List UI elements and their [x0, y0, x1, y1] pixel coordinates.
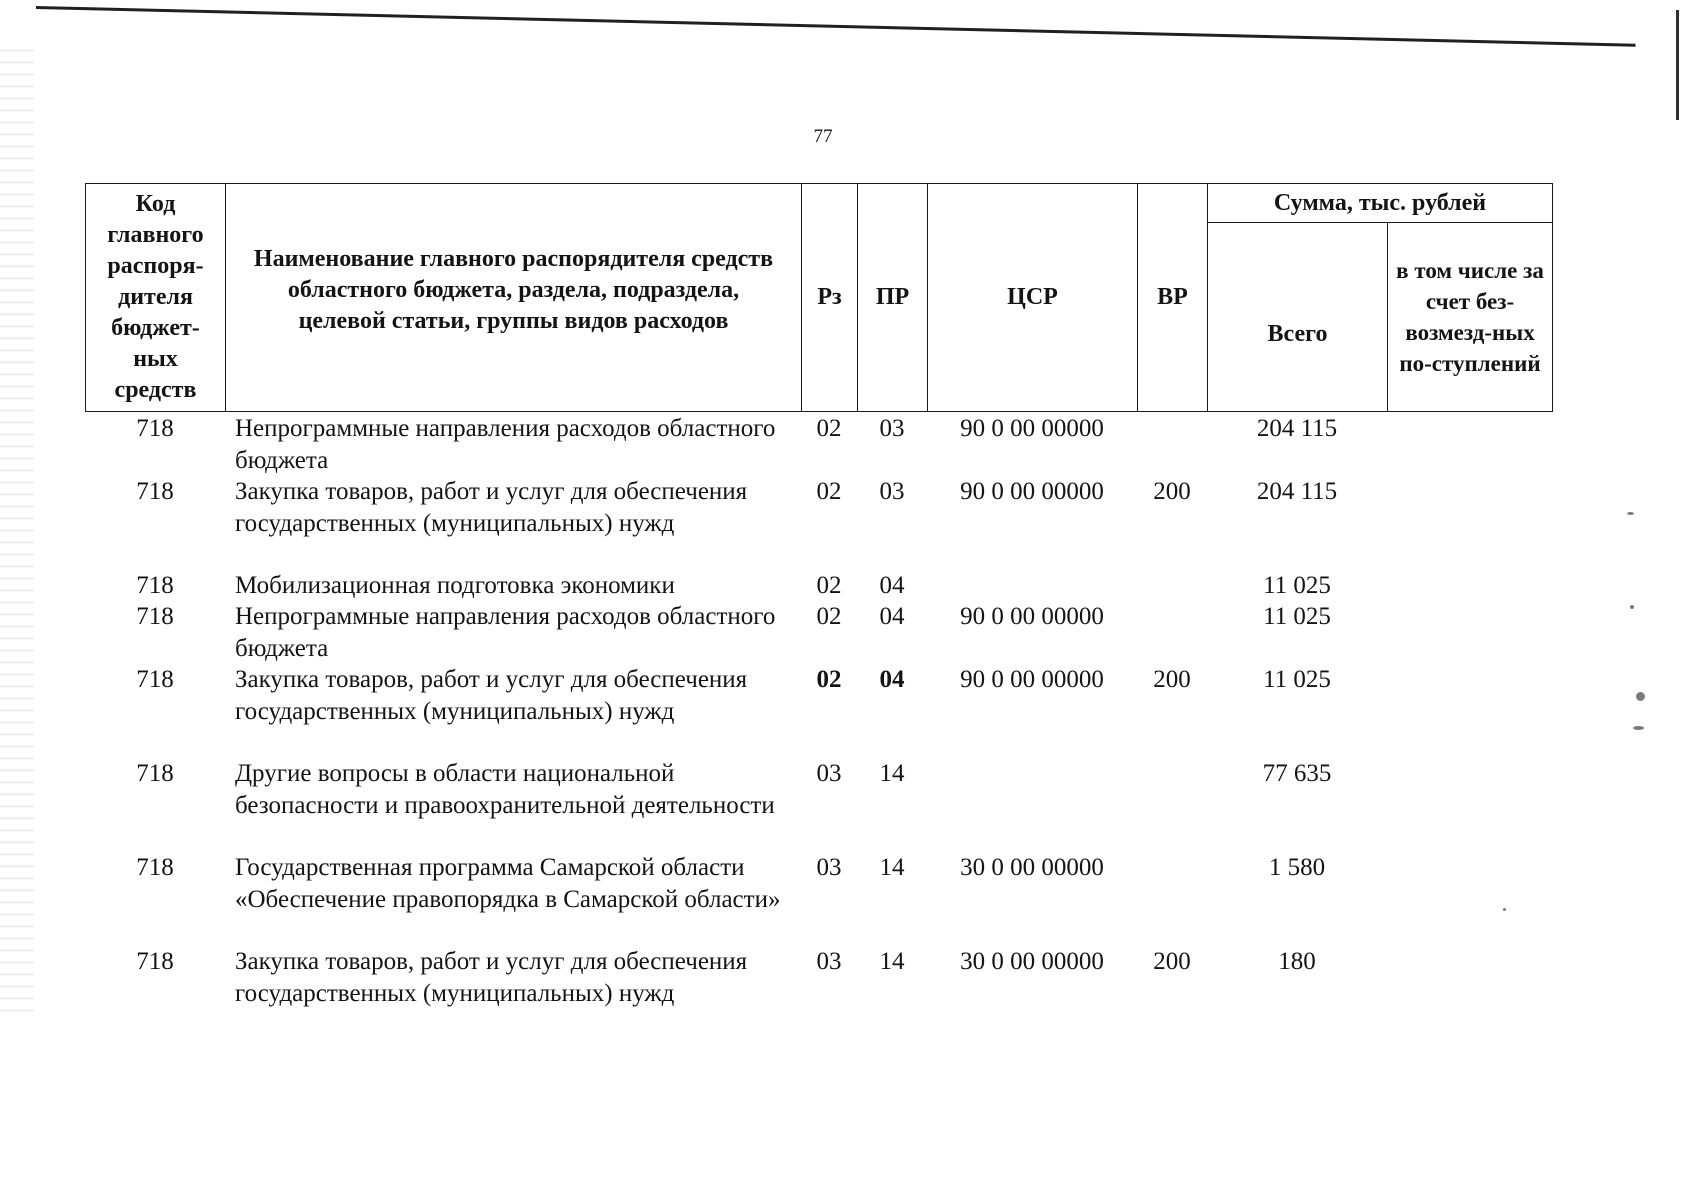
header-sum: Сумма, тыс. рублей [1208, 184, 1553, 223]
cell-name: Непрограммные направления расходов областного бюджета [235, 415, 776, 474]
scan-speck [1503, 908, 1506, 911]
header-free: в том числе за счет без-возмезд-ных по-ступлений [1388, 223, 1553, 412]
cell-code: 718 [136, 478, 174, 505]
cell-pr: 04 [879, 603, 905, 630]
cell-code: 718 [136, 603, 174, 630]
cell-csr: 90 0 00 00000 [960, 415, 1104, 442]
cell-total: 204 115 [1256, 415, 1338, 442]
cell-name: Мобилизационная подготовка экономики [235, 572, 675, 599]
cell-pr: 14 [879, 760, 905, 787]
cell-vr: 200 [1153, 666, 1191, 693]
cell-pr: 03 [879, 478, 905, 505]
cell-csr: 90 0 00 00000 [960, 478, 1104, 505]
cell-rz: 02 [816, 572, 842, 599]
cell-pr: 04 [879, 666, 905, 693]
cell-code: 718 [136, 854, 174, 881]
cell-pr: 14 [879, 854, 905, 881]
cell-rz: 02 [816, 415, 842, 442]
cell-csr: 30 0 00 00000 [960, 948, 1104, 975]
cell-name: Закупка товаров, работ и услуг для обеспечения государственных (муниципальных) нужд [235, 478, 748, 537]
cell-name: Закупка товаров, работ и услуг для обеспечения государственных (муниципальных) нужд [235, 666, 748, 725]
cell-csr: 30 0 00 00000 [960, 854, 1104, 881]
cell-code: 718 [136, 760, 174, 787]
cell-name: Государственная программа Самарской области «Обеспечение правопорядка в Самарской области» [235, 854, 781, 913]
cell-name: Непрограммные направления расходов областного бюджета [235, 603, 776, 662]
cell-code: 718 [136, 572, 174, 599]
top-rule [36, 6, 1636, 47]
cell-code: 718 [136, 948, 174, 975]
cell-vr: 200 [1153, 948, 1191, 975]
cell-name: Закупка товаров, работ и услуг для обеспечения государственных (муниципальных) нужд [235, 948, 748, 1007]
cell-pr: 14 [879, 948, 905, 975]
cell-csr: 90 0 00 00000 [960, 666, 1104, 693]
cell-vr: 200 [1153, 478, 1191, 505]
cell-rz: 02 [816, 478, 842, 505]
cell-csr: 90 0 00 00000 [960, 603, 1104, 630]
cell-pr: 04 [879, 572, 905, 599]
header-code: Код главного распоря-дителя бюджет-ных средств [86, 184, 226, 412]
cell-total: 204 115 [1256, 478, 1338, 505]
cell-total: 11 025 [1263, 666, 1331, 693]
scan-speck [1627, 512, 1634, 515]
cell-total: 11 025 [1263, 603, 1331, 630]
header-rz: Рз [802, 184, 858, 412]
cell-total: 77 635 [1262, 760, 1332, 787]
header-vr: ВР [1138, 184, 1208, 412]
scan-speck [1630, 605, 1634, 609]
scan-noise [0, 40, 34, 1020]
scan-edge [1676, 10, 1679, 120]
cell-pr: 03 [879, 415, 905, 442]
cell-rz: 02 [816, 666, 842, 693]
cell-rz: 03 [816, 854, 842, 881]
cell-total: 11 025 [1263, 572, 1331, 599]
header-total: Всего [1208, 223, 1388, 412]
cell-rz: 02 [816, 603, 842, 630]
cell-total: 180 [1278, 948, 1316, 975]
cell-name: Другие вопросы в области национальной безопасности и правоохранительной деятельности [235, 760, 775, 819]
cell-rz: 03 [816, 760, 842, 787]
cell-code: 718 [136, 415, 174, 442]
cell-rz: 03 [816, 948, 842, 975]
cell-total: 1 580 [1268, 854, 1326, 881]
header-name: Наименование главного распорядителя средств областного бюджета, раздела, подраздела, целевой статьи, группы видов расходов [226, 184, 802, 412]
cell-code: 718 [136, 666, 174, 693]
table-header [85, 183, 1553, 412]
scan-speck [1636, 692, 1645, 701]
page-number: 77 [813, 126, 833, 147]
header-pr: ПР [858, 184, 928, 412]
header-csr: ЦСР [928, 184, 1138, 412]
scan-speck [1633, 726, 1644, 730]
